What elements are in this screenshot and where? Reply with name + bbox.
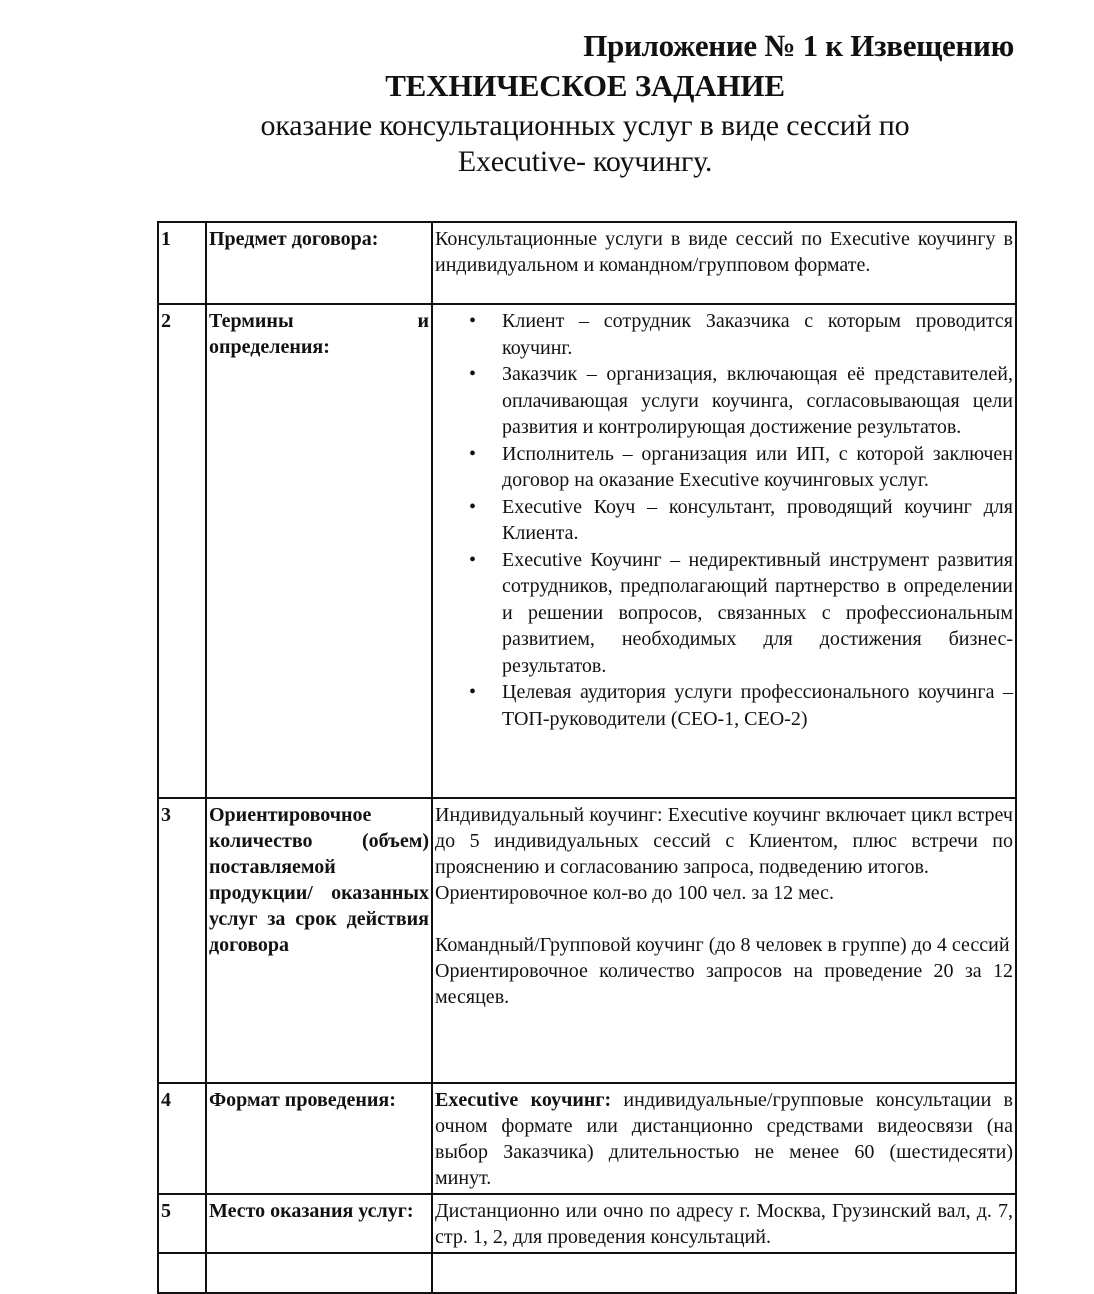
- quantity-paragraph: Индивидуальный коучинг: Executive коучинг включает цикл встреч до 5 индивидуальных сессий с Клиентом, плюс встречи по прояснению и согласованию запроса, подведению итогов.: [435, 804, 1013, 878]
- row-value: [432, 1083, 1016, 1194]
- row-label: Термины и определения:: [206, 304, 432, 798]
- table-row: [158, 1083, 1016, 1194]
- subtitle-line-1: оказание консультационных услуг в виде сессий по: [260, 109, 910, 142]
- bullet-icon: •: [469, 681, 477, 703]
- row-label: Предмет договора:: [206, 222, 432, 304]
- table-row: [158, 1194, 1016, 1253]
- bullet-icon: •: [469, 495, 477, 518]
- format-description: индивидуальные/групповые консультации в очном формате или дистанционно средствами видеосвязи (на выбор Заказчика) длительностью не менее 60 (шестидесяти) минут.: [435, 1089, 1013, 1189]
- table-row-partial: [158, 1253, 1016, 1293]
- terms-list: [435, 308, 1013, 732]
- table-row: [158, 798, 1016, 1083]
- row-label: Место оказания услуг:: [206, 1194, 432, 1253]
- row-value: [432, 304, 1016, 798]
- quantity-paragraph: Ориентировочное кол-во до 100 чел. за 12 мес.: [435, 882, 835, 904]
- document-title: ТЕХНИЧЕСКОЕ ЗАДАНИЕ: [385, 68, 785, 103]
- list-item: [435, 441, 1013, 494]
- row-label: Ориентировочное количество (объем) поставляемой продукции/ оказанных услуг за срок действия договора: [206, 798, 432, 1083]
- row-label: Формат проведения:: [206, 1083, 432, 1194]
- row-value: Дистанционно или очно по адресу г. Москва, Грузинский вал, д. 7, стр. 1, 2, для проведения консультаций.: [432, 1194, 1016, 1253]
- row-number: 3: [158, 798, 206, 1083]
- bullet-icon: •: [469, 363, 477, 385]
- row-label-empty: [206, 1253, 432, 1293]
- row-value: [432, 798, 1016, 1083]
- row-number: 5: [158, 1194, 206, 1253]
- format-term: Executive коучинг:: [435, 1089, 612, 1111]
- term-text: Исполнитель – организация или ИП, с которой заключен договор на оказание Executive коучинговых услуг.: [502, 442, 1013, 491]
- subtitle-line-2: Executive- коучингу.: [457, 145, 713, 178]
- term-text: Executive Коучинг – недирективный инструмент развития сотрудников, предполагающий партнерство в определении и решении вопросов, связанных с профессиональным развитием, необходимых для достижения бизнес-результатов.: [502, 548, 1013, 677]
- term-text: Клиент – сотрудник Заказчика с которым проводится коучинг.: [502, 310, 1013, 359]
- row-value-empty: [432, 1253, 1016, 1293]
- table-row: [158, 304, 1016, 798]
- quantity-paragraph: Командный/Групповой коучинг (до 8 человек в группе) до 4 сессий: [435, 934, 1010, 956]
- appendix-heading: Приложение № 1 к Извещению: [583, 28, 1014, 63]
- term-text: Заказчик – организация, включающая её представителей, оплачивающая услуги коучинга, согласовывающая цели развития и контролирующая достижение результатов.: [502, 363, 1013, 438]
- list-item: [435, 547, 1013, 680]
- bullet-icon: •: [469, 548, 477, 571]
- list-item: [435, 361, 1013, 441]
- row-number: 4: [158, 1083, 206, 1194]
- specification-table: [157, 221, 1017, 1294]
- row-number: 2: [158, 304, 206, 798]
- row-number-empty: [158, 1253, 206, 1293]
- document-subtitle: [0, 108, 1094, 180]
- list-item: [435, 494, 1013, 547]
- list-item: [435, 308, 1013, 361]
- table-row: [158, 222, 1016, 304]
- term-text: Executive Коуч – консультант, проводящий коучинг для Клиента.: [502, 495, 1013, 544]
- row-number: 1: [158, 222, 206, 304]
- quantity-paragraph: Ориентировочное количество запросов на проведение 20 за 12 месяцев.: [435, 960, 1013, 1008]
- term-text: Целевая аудитория услуги профессионального коучинга – ТОП-руководители (СЕО-1, СЕО-2): [502, 681, 1013, 730]
- list-item: [435, 679, 1013, 732]
- bullet-icon: •: [469, 310, 477, 332]
- bullet-icon: •: [469, 442, 477, 465]
- row-value: Консультационные услуги в виде сессий по Executive коучингу в индивидуальном и командном/групповом формате.: [432, 222, 1016, 304]
